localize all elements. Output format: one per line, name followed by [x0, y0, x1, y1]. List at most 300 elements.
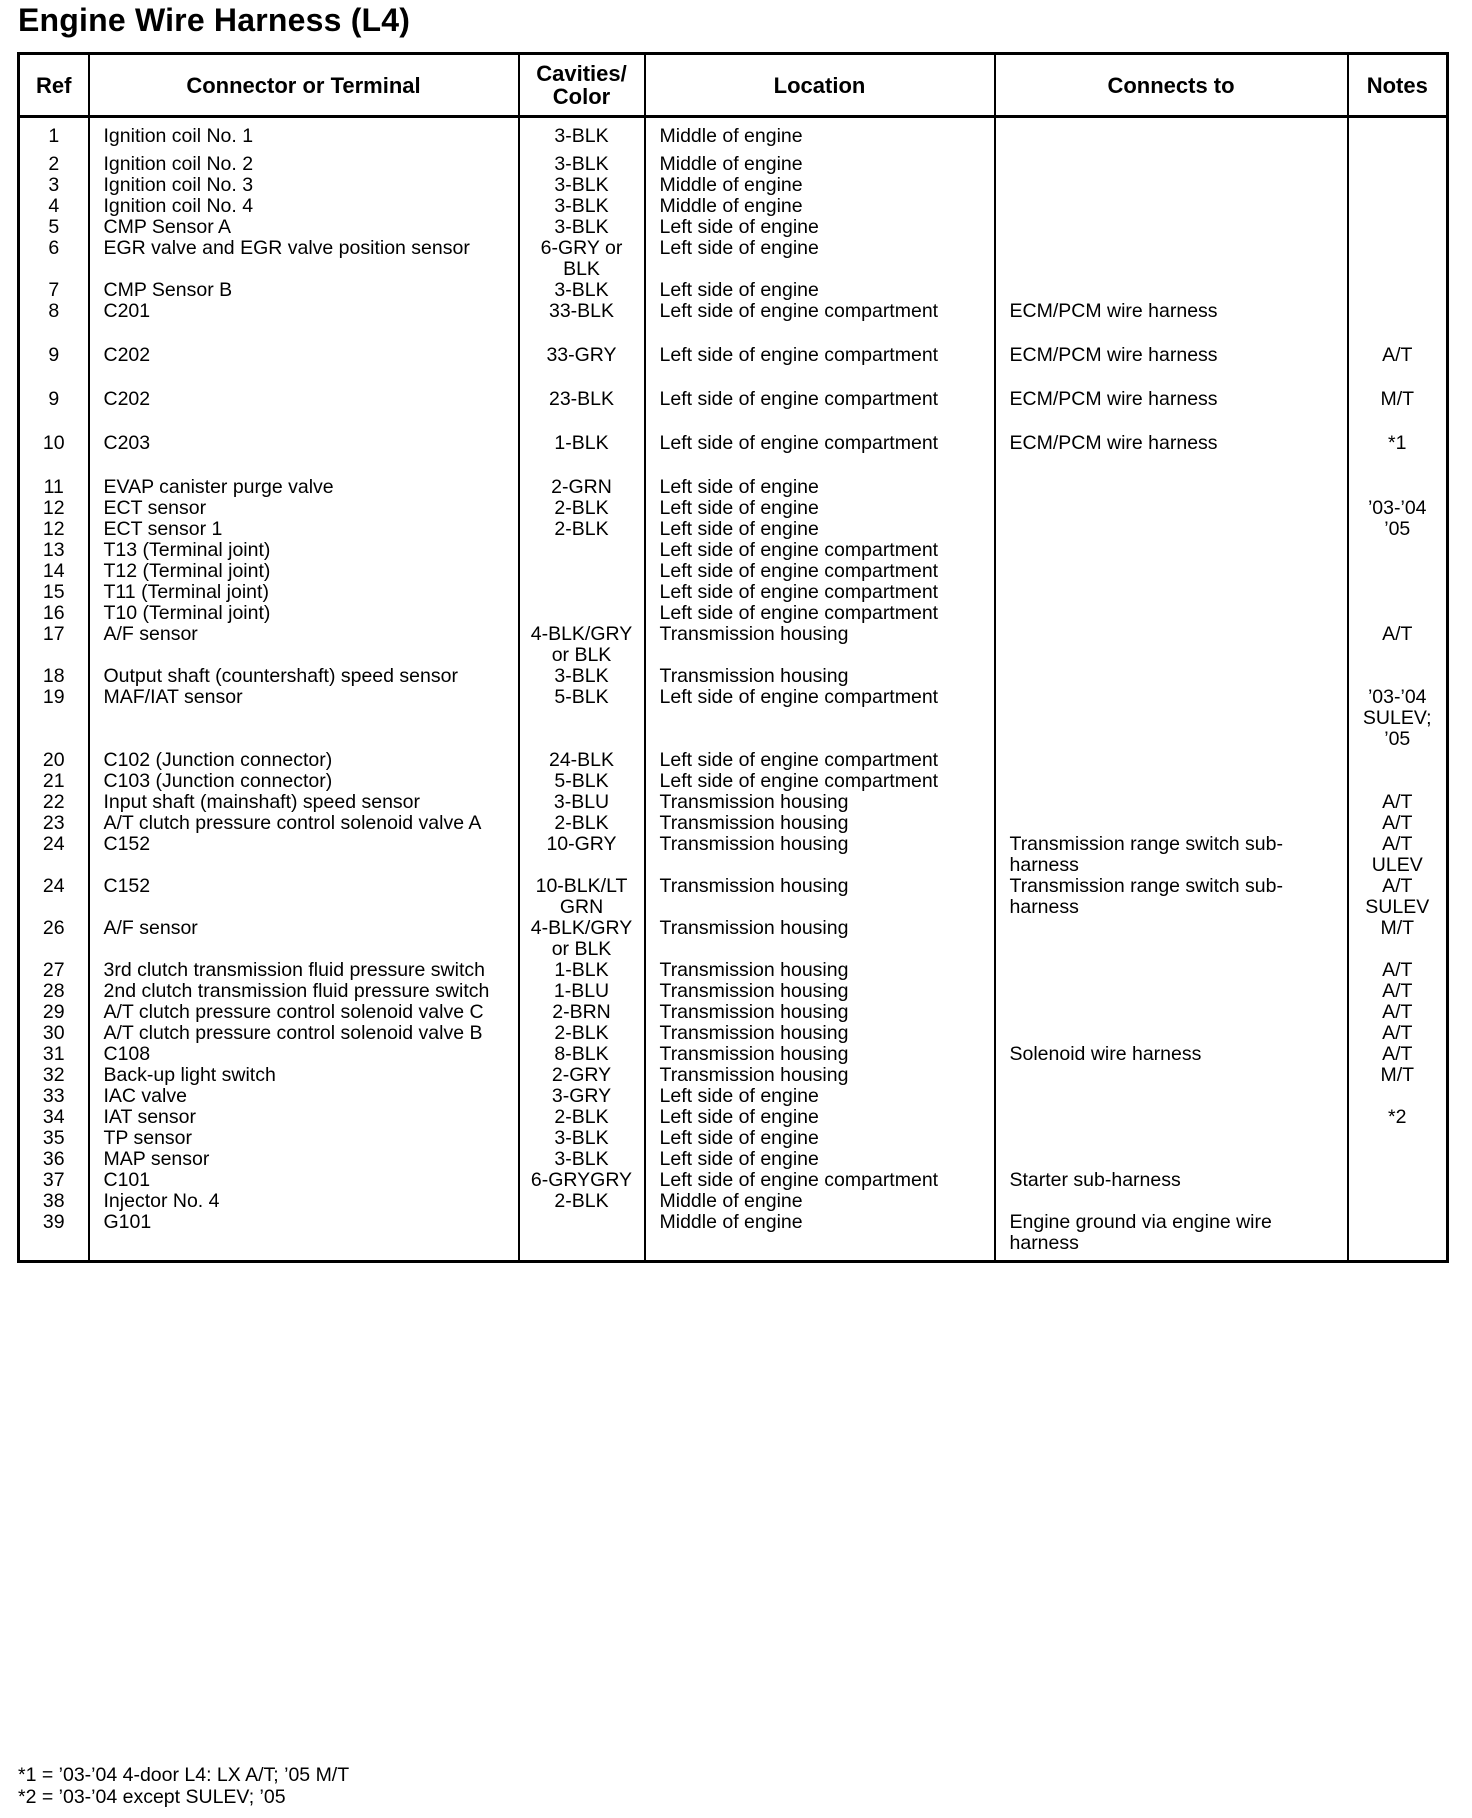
cell-connects-to — [995, 687, 1348, 750]
cell-cavities — [519, 582, 645, 603]
cell-location: Left side of engine compartment — [645, 301, 995, 345]
cell-connector: 2nd clutch transmission fluid pressure switch — [89, 981, 519, 1002]
cell-notes — [1348, 582, 1448, 603]
cell-location: Left side of engine — [645, 217, 995, 238]
table-row — [19, 750, 1448, 771]
cell-ref: 26 — [19, 918, 89, 960]
cell-connects-to — [995, 498, 1348, 519]
cell-notes — [1348, 750, 1448, 771]
cell-notes: A/T — [1348, 1023, 1448, 1044]
cell-connects-to — [995, 540, 1348, 561]
cell-connector: C201 — [89, 301, 519, 345]
cell-notes: ’03-’04 — [1348, 498, 1448, 519]
cell-connects-to — [995, 918, 1348, 960]
cell-connects-to — [995, 750, 1348, 771]
cell-notes — [1348, 154, 1448, 175]
table-row — [19, 1107, 1448, 1128]
cell-cavities: 1-BLK — [519, 960, 645, 981]
cell-connector: ECT sensor — [89, 498, 519, 519]
cell-ref: 9 — [19, 345, 89, 389]
footnote-1: *1 = ’03-’04 4-door L4: LX A/T; ’05 M/T — [18, 1764, 350, 1786]
cell-cavities: 3-GRY — [519, 1086, 645, 1107]
cell-location: Left side of engine — [645, 280, 995, 301]
cell-connects-to — [995, 1128, 1348, 1149]
cell-location: Left side of engine compartment — [645, 582, 995, 603]
cell-ref: 19 — [19, 687, 89, 750]
cell-cavities: 5-BLK — [519, 687, 645, 750]
cell-notes — [1348, 1149, 1448, 1170]
cell-cavities — [519, 561, 645, 582]
cell-ref: 5 — [19, 217, 89, 238]
cell-location: Transmission housing — [645, 960, 995, 981]
cell-cavities: 8-BLK — [519, 1044, 645, 1065]
cell-ref: 12 — [19, 498, 89, 519]
table-row — [19, 519, 1448, 540]
table-row — [19, 389, 1448, 433]
table-row — [19, 981, 1448, 1002]
cell-notes — [1348, 771, 1448, 792]
cell-ref: 11 — [19, 477, 89, 498]
cell-cavities: 3-BLK — [519, 217, 645, 238]
cell-notes — [1348, 1191, 1448, 1212]
cell-location: Transmission housing — [645, 1044, 995, 1065]
cell-location: Left side of engine compartment — [645, 389, 995, 433]
footnotes — [18, 1764, 349, 1808]
cell-connects-to — [995, 519, 1348, 540]
cell-cavities: 10-BLK/LT GRN — [519, 876, 645, 918]
cell-cavities: 33-GRY — [519, 345, 645, 389]
table-row — [19, 117, 1448, 154]
cell-cavities: 1-BLU — [519, 981, 645, 1002]
table-row — [19, 666, 1448, 687]
cell-location: Left side of engine — [645, 519, 995, 540]
cell-location: Middle of engine — [645, 175, 995, 196]
cell-location: Left side of engine compartment — [645, 1170, 995, 1191]
cell-connector: Input shaft (mainshaft) speed sensor — [89, 792, 519, 813]
cell-connects-to — [995, 981, 1348, 1002]
cell-ref: 22 — [19, 792, 89, 813]
table-row — [19, 792, 1448, 813]
cell-notes — [1348, 280, 1448, 301]
table-row — [19, 1086, 1448, 1107]
cell-connects-to — [995, 561, 1348, 582]
table-row — [19, 1191, 1448, 1212]
cell-location: Left side of engine — [645, 477, 995, 498]
cell-connector: C101 — [89, 1170, 519, 1191]
cell-connects-to — [995, 1149, 1348, 1170]
cell-notes: A/T — [1348, 960, 1448, 981]
cell-connects-to — [995, 175, 1348, 196]
cell-cavities: 23-BLK — [519, 389, 645, 433]
cell-connects-to — [995, 238, 1348, 280]
cell-cavities: 2-BRN — [519, 1002, 645, 1023]
table-row — [19, 196, 1448, 217]
table-row — [19, 918, 1448, 960]
cell-location: Middle of engine — [645, 117, 995, 154]
cell-location: Left side of engine — [645, 1149, 995, 1170]
cell-connector: C202 — [89, 389, 519, 433]
table-row — [19, 280, 1448, 301]
cell-connects-to — [995, 154, 1348, 175]
cell-notes: A/T — [1348, 981, 1448, 1002]
cell-location: Transmission housing — [645, 666, 995, 687]
cell-connector: C152 — [89, 834, 519, 876]
cell-location: Left side of engine — [645, 238, 995, 280]
cell-location: Transmission housing — [645, 813, 995, 834]
footnote-2: *2 = ’03-’04 except SULEV; ’05 — [18, 1786, 286, 1808]
cell-cavities: 4-BLK/GRY or BLK — [519, 918, 645, 960]
cell-notes: A/T — [1348, 792, 1448, 813]
cell-ref: 33 — [19, 1086, 89, 1107]
cell-cavities: 5-BLK — [519, 771, 645, 792]
cell-connects-to: ECM/PCM wire harness — [995, 301, 1348, 345]
cell-connector: Ignition coil No. 3 — [89, 175, 519, 196]
cell-notes: A/T — [1348, 624, 1448, 666]
cell-notes — [1348, 1086, 1448, 1107]
table-row — [19, 1023, 1448, 1044]
cell-cavities: 3-BLK — [519, 1149, 645, 1170]
column-header-connector: Connector or Terminal — [89, 54, 519, 117]
cell-ref: 18 — [19, 666, 89, 687]
column-header-connects-to: Connects to — [995, 54, 1348, 117]
table-row — [19, 433, 1448, 477]
table-row — [19, 771, 1448, 792]
cell-notes: A/T SULEV — [1348, 876, 1448, 918]
cell-cavities — [519, 603, 645, 624]
cell-notes: M/T — [1348, 918, 1448, 960]
cell-notes — [1348, 196, 1448, 217]
cell-connects-to: ECM/PCM wire harness — [995, 345, 1348, 389]
page-title: Engine Wire Harness (L4) — [18, 2, 411, 38]
cell-location: Transmission housing — [645, 1023, 995, 1044]
cell-ref: 36 — [19, 1149, 89, 1170]
cell-location: Transmission housing — [645, 834, 995, 876]
table-row — [19, 175, 1448, 196]
cell-connector: Back-up light switch — [89, 1065, 519, 1086]
cell-notes — [1348, 666, 1448, 687]
cell-location: Middle of engine — [645, 1212, 995, 1262]
cell-ref: 9 — [19, 389, 89, 433]
cell-notes: M/T — [1348, 1065, 1448, 1086]
cell-connects-to — [995, 666, 1348, 687]
cell-cavities: 2-BLK — [519, 498, 645, 519]
cell-ref: 3 — [19, 175, 89, 196]
cell-cavities: 3-BLU — [519, 792, 645, 813]
cell-ref: 6 — [19, 238, 89, 280]
cell-location: Left side of engine compartment — [645, 603, 995, 624]
cell-connector: T12 (Terminal joint) — [89, 561, 519, 582]
cell-cavities: 3-BLK — [519, 666, 645, 687]
cell-location: Left side of engine compartment — [645, 345, 995, 389]
cell-ref: 10 — [19, 433, 89, 477]
table-row — [19, 477, 1448, 498]
cell-cavities: 3-BLK — [519, 280, 645, 301]
table-row — [19, 238, 1448, 280]
cell-connects-to — [995, 813, 1348, 834]
cell-connector: ECT sensor 1 — [89, 519, 519, 540]
cell-cavities: 2-GRY — [519, 1065, 645, 1086]
cell-notes — [1348, 561, 1448, 582]
cell-connector: A/T clutch pressure control solenoid valve B — [89, 1023, 519, 1044]
cell-notes — [1348, 301, 1448, 345]
cell-cavities: 4-BLK/GRY or BLK — [519, 624, 645, 666]
cell-ref: 20 — [19, 750, 89, 771]
cell-connects-to — [995, 771, 1348, 792]
column-header-cavities: Cavities/ Color — [519, 54, 645, 117]
table-row — [19, 1170, 1448, 1191]
cell-ref: 21 — [19, 771, 89, 792]
cell-notes: A/T — [1348, 1002, 1448, 1023]
cell-location: Transmission housing — [645, 1002, 995, 1023]
table-row — [19, 1065, 1448, 1086]
cell-connects-to — [995, 196, 1348, 217]
cell-connects-to — [995, 1023, 1348, 1044]
cell-location: Transmission housing — [645, 1065, 995, 1086]
cell-notes: ’03-’04 SULEV; ’05 — [1348, 687, 1448, 750]
cell-ref: 32 — [19, 1065, 89, 1086]
table-row — [19, 813, 1448, 834]
cell-connects-to — [995, 477, 1348, 498]
cell-connects-to — [995, 1002, 1348, 1023]
cell-connects-to — [995, 217, 1348, 238]
cell-cavities: 24-BLK — [519, 750, 645, 771]
cell-cavities: 2-BLK — [519, 1191, 645, 1212]
cell-location: Transmission housing — [645, 792, 995, 813]
cell-location: Left side of engine — [645, 1128, 995, 1149]
cell-cavities: 3-BLK — [519, 154, 645, 175]
cell-connects-to — [995, 960, 1348, 981]
cell-connects-to: ECM/PCM wire harness — [995, 389, 1348, 433]
cell-connects-to: Transmission range switch sub-harness — [995, 834, 1348, 876]
cell-connects-to — [995, 603, 1348, 624]
cell-ref: 16 — [19, 603, 89, 624]
table-body — [19, 117, 1448, 1262]
cell-cavities: 2-BLK — [519, 1023, 645, 1044]
cell-connector: C152 — [89, 876, 519, 918]
cell-cavities: 2-GRN — [519, 477, 645, 498]
table-row — [19, 301, 1448, 345]
cell-cavities: 3-BLK — [519, 175, 645, 196]
cell-location: Transmission housing — [645, 981, 995, 1002]
cell-cavities: 1-BLK — [519, 433, 645, 477]
cell-connector: A/T clutch pressure control solenoid valve C — [89, 1002, 519, 1023]
cell-connector: G101 — [89, 1212, 519, 1262]
table-row — [19, 1128, 1448, 1149]
cell-cavities: 6-GRY or BLK — [519, 238, 645, 280]
cell-connects-to — [995, 280, 1348, 301]
cell-location: Left side of engine compartment — [645, 561, 995, 582]
cell-ref: 7 — [19, 280, 89, 301]
cell-notes — [1348, 1170, 1448, 1191]
cell-ref: 28 — [19, 981, 89, 1002]
cell-connector: C203 — [89, 433, 519, 477]
cell-connector: Ignition coil No. 1 — [89, 117, 519, 154]
cell-ref: 17 — [19, 624, 89, 666]
cell-cavities: 3-BLK — [519, 1128, 645, 1149]
cell-connects-to: Engine ground via engine wire harness — [995, 1212, 1348, 1262]
cell-connector: EVAP canister purge valve — [89, 477, 519, 498]
cell-connector: C202 — [89, 345, 519, 389]
cell-notes — [1348, 238, 1448, 280]
cell-cavities: 3-BLK — [519, 117, 645, 154]
cell-connector: T11 (Terminal joint) — [89, 582, 519, 603]
cell-connects-to — [995, 792, 1348, 813]
cell-connects-to — [995, 582, 1348, 603]
cell-location: Transmission housing — [645, 918, 995, 960]
cell-ref: 38 — [19, 1191, 89, 1212]
cell-ref: 29 — [19, 1002, 89, 1023]
table-row — [19, 603, 1448, 624]
cell-location: Left side of engine compartment — [645, 540, 995, 561]
cell-location: Transmission housing — [645, 876, 995, 918]
cell-connects-to: Transmission range switch sub-harness — [995, 876, 1348, 918]
cell-connector: 3rd clutch transmission fluid pressure switch — [89, 960, 519, 981]
table-row — [19, 582, 1448, 603]
cell-connects-to: Solenoid wire harness — [995, 1044, 1348, 1065]
cell-cavities: 10-GRY — [519, 834, 645, 876]
cell-connector: CMP Sensor B — [89, 280, 519, 301]
table-row — [19, 624, 1448, 666]
cell-ref: 23 — [19, 813, 89, 834]
cell-connector: C103 (Junction connector) — [89, 771, 519, 792]
cell-ref: 2 — [19, 154, 89, 175]
cell-ref: 4 — [19, 196, 89, 217]
header-row — [19, 54, 1448, 117]
cell-connects-to — [995, 1065, 1348, 1086]
cell-location: Left side of engine compartment — [645, 750, 995, 771]
cell-ref: 24 — [19, 834, 89, 876]
cell-notes: *2 — [1348, 1107, 1448, 1128]
cell-ref: 13 — [19, 540, 89, 561]
cell-notes: A/T ULEV — [1348, 834, 1448, 876]
harness-table — [17, 52, 1449, 1263]
table-row — [19, 498, 1448, 519]
cell-cavities: 2-BLK — [519, 1107, 645, 1128]
cell-notes: M/T — [1348, 389, 1448, 433]
cell-connector: MAF/IAT sensor — [89, 687, 519, 750]
cell-ref: 15 — [19, 582, 89, 603]
cell-connector: Output shaft (countershaft) speed sensor — [89, 666, 519, 687]
cell-ref: 24 — [19, 876, 89, 918]
cell-connector: MAP sensor — [89, 1149, 519, 1170]
cell-notes — [1348, 217, 1448, 238]
cell-cavities: 33-BLK — [519, 301, 645, 345]
cell-location: Middle of engine — [645, 196, 995, 217]
cell-connects-to — [995, 1191, 1348, 1212]
cell-location: Transmission housing — [645, 624, 995, 666]
cell-notes — [1348, 175, 1448, 196]
cell-ref: 30 — [19, 1023, 89, 1044]
cell-location: Left side of engine compartment — [645, 433, 995, 477]
cell-connects-to — [995, 1086, 1348, 1107]
cell-connector: IAT sensor — [89, 1107, 519, 1128]
cell-ref: 31 — [19, 1044, 89, 1065]
cell-connector: A/F sensor — [89, 918, 519, 960]
cell-notes — [1348, 1212, 1448, 1262]
cell-connects-to — [995, 1107, 1348, 1128]
table-row — [19, 1044, 1448, 1065]
cell-ref: 12 — [19, 519, 89, 540]
cell-connects-to — [995, 117, 1348, 154]
cell-notes: *1 — [1348, 433, 1448, 477]
cell-notes: A/T — [1348, 345, 1448, 389]
cell-ref: 1 — [19, 117, 89, 154]
table-row — [19, 217, 1448, 238]
cell-ref: 35 — [19, 1128, 89, 1149]
cell-location: Middle of engine — [645, 154, 995, 175]
cell-connector: A/F sensor — [89, 624, 519, 666]
cell-connects-to — [995, 624, 1348, 666]
column-header-location: Location — [645, 54, 995, 117]
cell-notes: A/T — [1348, 1044, 1448, 1065]
cell-cavities — [519, 540, 645, 561]
cell-connector: EGR valve and EGR valve position sensor — [89, 238, 519, 280]
cell-location: Left side of engine compartment — [645, 771, 995, 792]
cell-cavities: 6-GRYGRY — [519, 1170, 645, 1191]
cell-connector: A/T clutch pressure control solenoid valve A — [89, 813, 519, 834]
table-row — [19, 1002, 1448, 1023]
cell-connector: Injector No. 4 — [89, 1191, 519, 1212]
table-row — [19, 1212, 1448, 1262]
table-row — [19, 960, 1448, 981]
cell-connector: CMP Sensor A — [89, 217, 519, 238]
cell-notes — [1348, 540, 1448, 561]
column-header-ref: Ref — [19, 54, 89, 117]
cell-location: Left side of engine — [645, 498, 995, 519]
cell-connector: TP sensor — [89, 1128, 519, 1149]
cell-connector: Ignition coil No. 2 — [89, 154, 519, 175]
table-row — [19, 540, 1448, 561]
cell-location: Left side of engine — [645, 1107, 995, 1128]
cell-notes: A/T — [1348, 813, 1448, 834]
cell-location: Left side of engine — [645, 1086, 995, 1107]
cell-location: Middle of engine — [645, 1191, 995, 1212]
cell-cavities: 3-BLK — [519, 196, 645, 217]
table-row — [19, 561, 1448, 582]
cell-ref: 39 — [19, 1212, 89, 1262]
table-row — [19, 687, 1448, 750]
table-row — [19, 345, 1448, 389]
cell-connector: T10 (Terminal joint) — [89, 603, 519, 624]
cell-connector: IAC valve — [89, 1086, 519, 1107]
cell-connector: C102 (Junction connector) — [89, 750, 519, 771]
cell-notes: ’05 — [1348, 519, 1448, 540]
cell-ref: 8 — [19, 301, 89, 345]
cell-connects-to: ECM/PCM wire harness — [995, 433, 1348, 477]
table-row — [19, 834, 1448, 876]
cell-cavities: 2-BLK — [519, 519, 645, 540]
cell-notes — [1348, 477, 1448, 498]
table-row — [19, 876, 1448, 918]
cell-cavities: 2-BLK — [519, 813, 645, 834]
cell-connector: Ignition coil No. 4 — [89, 196, 519, 217]
cell-location: Left side of engine compartment — [645, 687, 995, 750]
cell-connects-to: Starter sub-harness — [995, 1170, 1348, 1191]
cell-notes — [1348, 603, 1448, 624]
cell-notes — [1348, 1128, 1448, 1149]
cell-notes — [1348, 117, 1448, 154]
cell-ref: 37 — [19, 1170, 89, 1191]
cell-ref: 34 — [19, 1107, 89, 1128]
cell-ref: 27 — [19, 960, 89, 981]
cell-cavities — [519, 1212, 645, 1262]
cell-ref: 14 — [19, 561, 89, 582]
table-row — [19, 1149, 1448, 1170]
column-header-notes: Notes — [1348, 54, 1448, 117]
cell-connector: T13 (Terminal joint) — [89, 540, 519, 561]
cell-connector: C108 — [89, 1044, 519, 1065]
table-row — [19, 154, 1448, 175]
